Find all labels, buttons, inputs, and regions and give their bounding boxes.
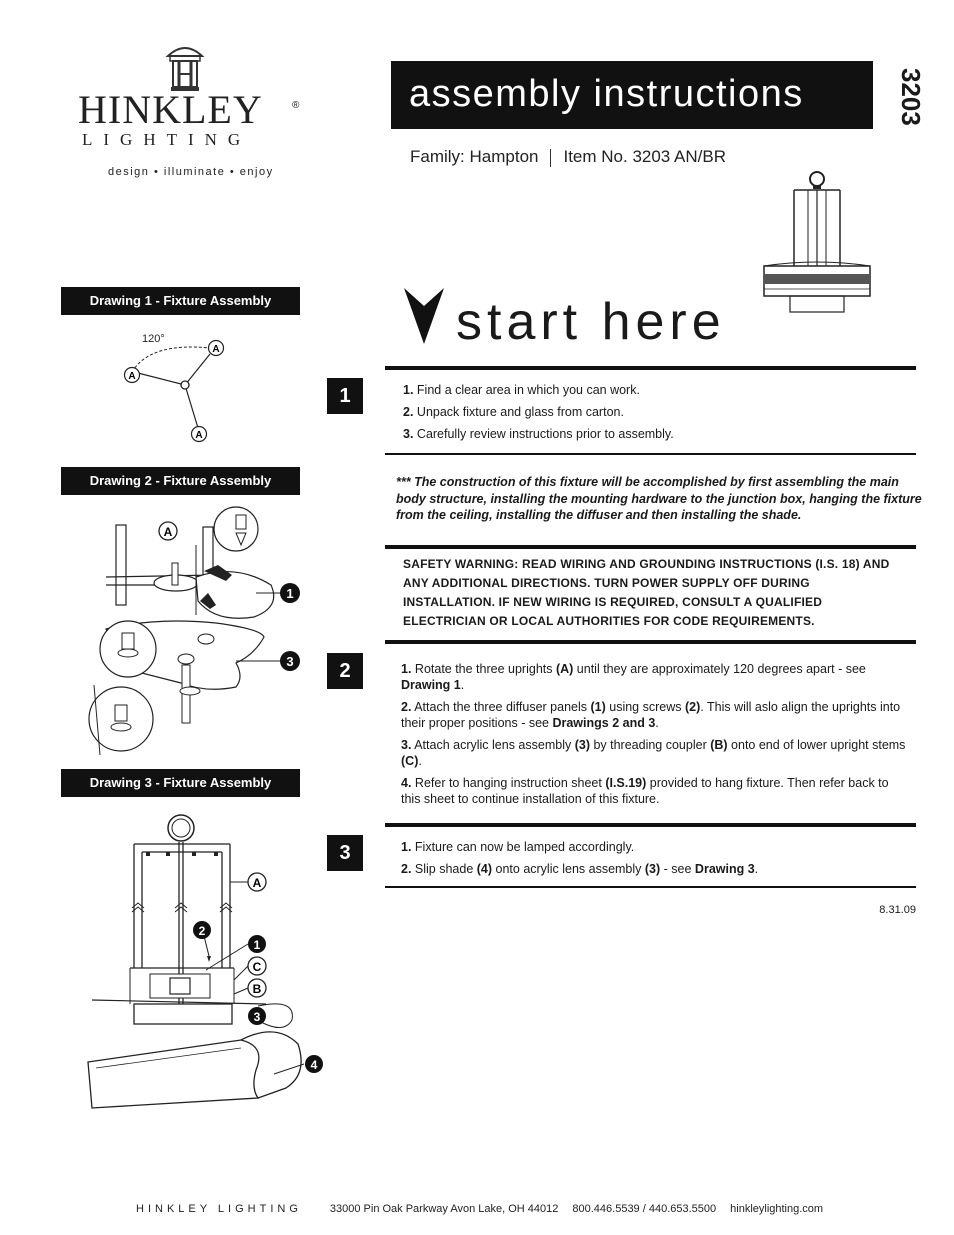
- item-number-vertical: 3203: [896, 68, 926, 126]
- step-1-instructions: [403, 382, 903, 448]
- label-1: 1: [253, 938, 261, 952]
- drawing-3-shade-diagram: [86, 808, 326, 1118]
- label-a: A: [195, 430, 203, 441]
- label-b: B: [252, 982, 262, 996]
- drawing-2-header: Drawing 2 - Fixture Assembly: [61, 467, 300, 495]
- step-2-rule: [385, 640, 916, 644]
- brand-logo: [60, 42, 320, 187]
- safety-warning: SAFETY WARNING: READ WIRING AND GROUNDING INSTRUCTIONS (I.S. 18) AND ANY ADDITIONAL DIRECTIONS. TURN POWER SUPPLY OFF DURING INSTALLATION. IF NEW WIRING IS REQUIRED, CONSULT A QUALIFIED ELECTRICIAN OR LOCAL AUTHORITIES FOR CODE REQUIREMENTS.: [403, 557, 890, 628]
- step-1-rule: [385, 366, 916, 370]
- instruction-item: 1. Find a clear area in which you can work.: [403, 383, 640, 397]
- label-2: 2: [198, 924, 206, 938]
- construction-note: *** The construction of this fixture will be accomplished by first assembling the main body structure, installing the mounting hardware to the junction box, hanging the fixture from the ceiling, installing the diffuser and then installing the shade.: [396, 475, 922, 522]
- logo-tagline: design • illuminate • enjoy: [108, 166, 274, 178]
- step-3-bottom-rule: [385, 886, 916, 888]
- instruction-item: 4. Refer to hanging instruction sheet (I.S.19) provided to hang fixture. Then refer back to this sheet to continue installation of this fixture.: [401, 776, 889, 806]
- step-3-instructions: [401, 839, 911, 883]
- step-1-bottom-rule: [385, 453, 916, 455]
- step-3-number: 3: [327, 835, 363, 871]
- family-divider: [550, 149, 551, 167]
- label-a: A: [128, 371, 136, 382]
- title-bar: assembly instructions: [391, 61, 873, 129]
- logo-sub: LIGHTING: [82, 130, 252, 149]
- fixture-thumbnail: [760, 166, 880, 316]
- label-3: 3: [286, 654, 294, 669]
- instruction-item: 2. Attach the three diffuser panels (1) using screws (2). This will aslo align the uprights into their proper positions - see Drawings 2 and 3.: [401, 700, 901, 730]
- drawing-3-header: Drawing 3 - Fixture Assembly: [61, 769, 300, 797]
- registered-mark: ®: [292, 100, 300, 111]
- label-a: A: [252, 876, 262, 890]
- footer: [136, 1203, 823, 1215]
- step-1-number: 1: [327, 378, 363, 414]
- footer-website[interactable]: hinkleylighting.com: [730, 1203, 824, 1215]
- arrow-down-icon: [402, 286, 446, 346]
- label-4: 4: [310, 1058, 318, 1072]
- instruction-item: 2. Slip shade (4) onto acrylic lens assembly (3) - see Drawing 3.: [401, 862, 759, 876]
- revision-date: 8.31.09: [879, 904, 916, 916]
- instruction-item: 3. Attach acrylic lens assembly (3) by threading coupler (B) onto end of lower upright stems (C).: [401, 738, 906, 768]
- angle-label: 120°: [142, 333, 165, 345]
- instruction-item: 1. Rotate the three uprights (A) until they are approximately 120 degrees apart - see Drawing 1.: [401, 662, 866, 692]
- instruction-item: 1. Fixture can now be lamped accordingly.: [401, 840, 635, 854]
- label-a: A: [212, 344, 220, 355]
- footer-address: 33000 Pin Oak Parkway Avon Lake, OH 44012: [329, 1203, 559, 1215]
- step-2-instructions: [401, 661, 911, 813]
- family-line: [410, 147, 726, 167]
- label-1: 1: [286, 586, 294, 601]
- drawing-1-header: Drawing 1 - Fixture Assembly: [61, 287, 300, 315]
- label-a: A: [163, 525, 173, 539]
- instruction-item: 3. Carefully review instructions prior to assembly.: [403, 427, 674, 441]
- drawing-2-diffuser-diagram: [86, 505, 306, 760]
- label-3: 3: [253, 1010, 261, 1024]
- item-number: Item No. 3203 AN/BR: [563, 147, 727, 166]
- logo-name: HINKLEY: [78, 87, 263, 132]
- drawing-1-uprights-diagram: [110, 328, 240, 448]
- footer-phone: 800.446.5539 / 440.653.5500: [572, 1203, 717, 1215]
- warning-top-rule: [385, 545, 916, 549]
- footer-brand: HINKLEY LIGHTING: [136, 1203, 302, 1215]
- instruction-item: 2. Unpack fixture and glass from carton.: [403, 405, 624, 419]
- family-name: Family: Hampton: [410, 147, 539, 166]
- label-c: C: [252, 960, 262, 974]
- step-2-number: 2: [327, 653, 363, 689]
- step-3-rule: [385, 823, 916, 827]
- start-here-heading: start here: [456, 293, 726, 351]
